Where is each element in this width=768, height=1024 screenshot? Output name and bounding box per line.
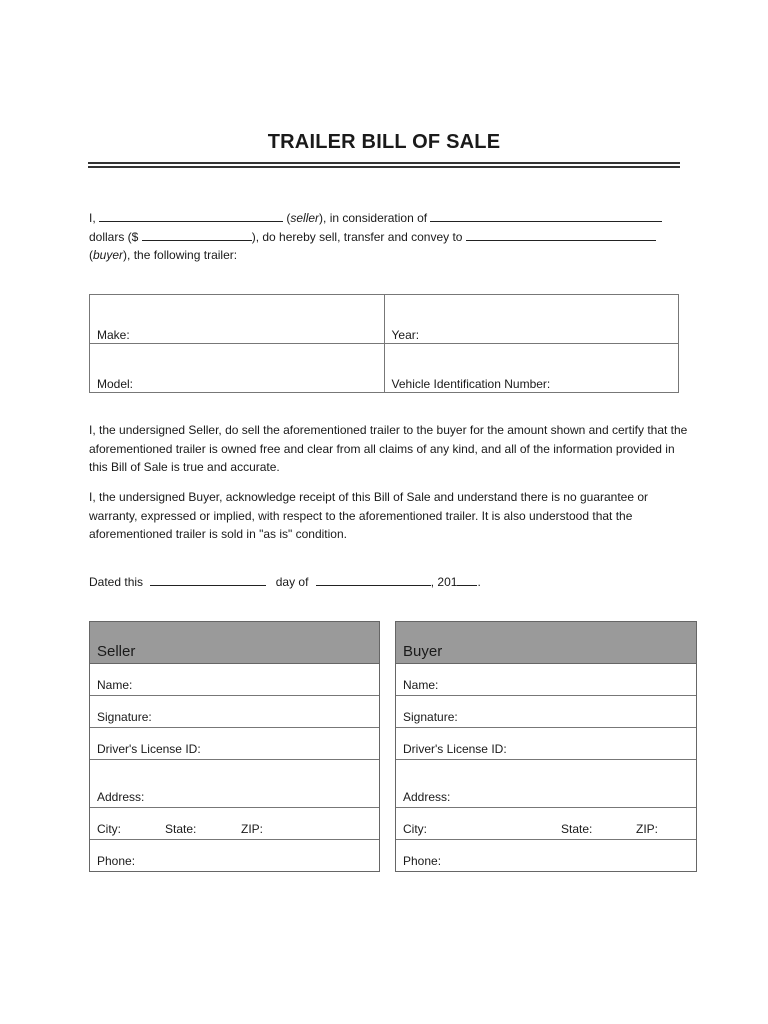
vehicle-table bbox=[89, 294, 679, 393]
buyer-name-field[interactable]: Name: bbox=[396, 664, 696, 696]
buyer-name-blank[interactable] bbox=[466, 229, 656, 241]
seller-phone-field[interactable]: Phone: bbox=[97, 854, 136, 868]
buyer-statement: I, the undersigned Buyer, acknowledge receipt of this Bill of Sale and understand there is no guarantee or warranty, expressed or implied, with respect to the aforementioned trailer. It is also understood that the aforementioned trailer is sold in "as is" condition. bbox=[89, 490, 649, 541]
buyer-city-label: City: bbox=[403, 822, 427, 836]
seller-name-field[interactable]: Name: bbox=[90, 664, 379, 696]
seller-license-field[interactable]: Driver's License ID: bbox=[90, 728, 379, 760]
seller-city-label: City: bbox=[97, 822, 121, 836]
date-day-blank[interactable] bbox=[150, 574, 266, 586]
intro-text: ), in consideration of bbox=[319, 211, 428, 225]
seller-zip-label: ZIP: bbox=[241, 822, 264, 836]
buyer-signature-field[interactable]: Signature: bbox=[396, 696, 696, 728]
buyer-state-label: State: bbox=[561, 822, 593, 836]
vin-field[interactable]: Vehicle Identification Number: bbox=[384, 344, 679, 393]
year-field[interactable]: Year: bbox=[384, 295, 679, 344]
dated-text: Dated this bbox=[89, 575, 144, 589]
dated-line bbox=[89, 573, 689, 592]
buyer-box bbox=[395, 621, 697, 872]
date-year-blank[interactable] bbox=[457, 574, 477, 586]
model-field[interactable]: Model: bbox=[90, 344, 385, 393]
buyer-city-row[interactable] bbox=[396, 808, 696, 840]
dated-text: , 201 bbox=[430, 575, 458, 589]
date-month-blank[interactable] bbox=[316, 574, 431, 586]
seller-address-field[interactable]: Address: bbox=[90, 760, 379, 808]
buyer-zip-label: ZIP: bbox=[636, 822, 659, 836]
dated-text: day of bbox=[275, 575, 309, 589]
intro-text: dollars ($ bbox=[89, 229, 139, 244]
make-field[interactable]: Make: bbox=[90, 295, 385, 344]
seller-state-label: State: bbox=[165, 822, 197, 836]
seller-signature-field[interactable]: Signature: bbox=[90, 696, 379, 728]
intro-paragraph bbox=[89, 209, 689, 265]
intro-text: I, bbox=[89, 211, 96, 225]
intro-text: ), do hereby sell, transfer and convey to bbox=[251, 229, 463, 244]
intro-line-2 bbox=[89, 228, 689, 247]
buyer-label: buyer bbox=[93, 248, 124, 262]
seller-city-row[interactable] bbox=[90, 808, 379, 840]
intro-line-1: I, (seller), in consideration of bbox=[89, 209, 689, 228]
seller-label: seller bbox=[290, 211, 320, 225]
buyer-heading: Buyer bbox=[396, 622, 696, 664]
title-rule-top bbox=[88, 162, 680, 164]
title-rule-bottom bbox=[88, 166, 680, 168]
buyer-license-field[interactable]: Driver's License ID: bbox=[396, 728, 696, 760]
dated-text: . bbox=[477, 575, 481, 589]
buyer-address-field[interactable]: Address: bbox=[396, 760, 696, 808]
intro-text: ), the following trailer: bbox=[123, 248, 238, 262]
amount-blank[interactable] bbox=[142, 229, 252, 241]
seller-heading: Seller bbox=[90, 622, 379, 664]
seller-statement: I, the undersigned Seller, do sell the aforementioned trailer to the buyer for the amount shown and certify that the aforementioned trailer is owned free and clear from all claims of any kind, and all of the information provided in this Bill of Sale is true and accurate. bbox=[89, 423, 688, 474]
seller-box bbox=[89, 621, 380, 872]
seller-name-blank[interactable] bbox=[99, 210, 283, 222]
consideration-blank[interactable] bbox=[430, 210, 662, 222]
page-title: TRAILER BILL OF SALE bbox=[267, 131, 501, 153]
buyer-phone-field[interactable]: Phone: bbox=[403, 854, 442, 868]
intro-line-3: (buyer), the following trailer: bbox=[89, 248, 238, 262]
